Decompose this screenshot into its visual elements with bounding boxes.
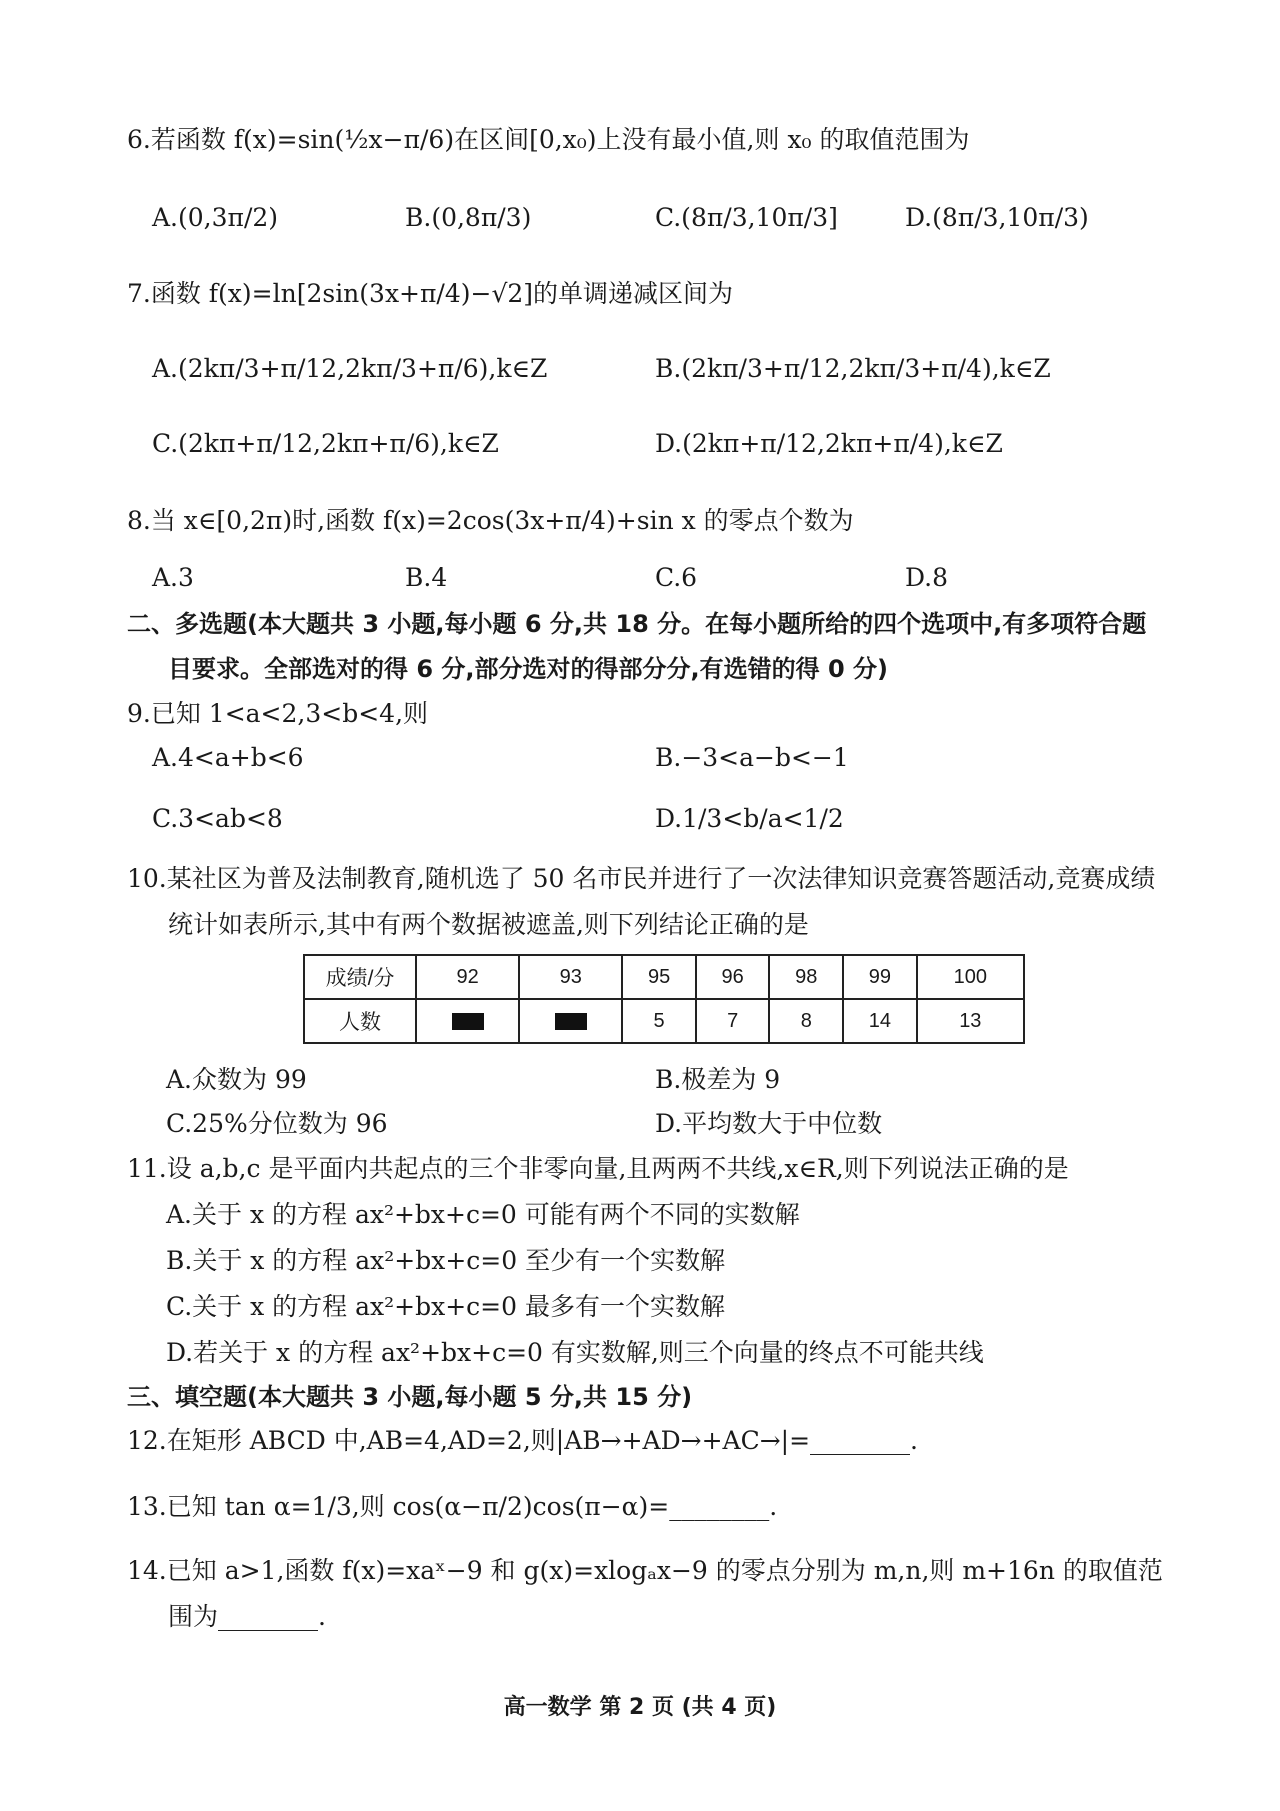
table-cell-score: 93 (519, 955, 622, 999)
question-9-option-b: B.−3<a−b<−1 (655, 743, 849, 772)
table-cell-count: 14 (843, 999, 917, 1043)
table-cell-score: 96 (696, 955, 770, 999)
question-11-option-b: B.关于 x 的方程 ax²+bx+c=0 至少有一个实数解 (166, 1246, 726, 1275)
question-10-stem-cont: 统计如表所示,其中有两个数据被遮盖,则下列结论正确的是 (168, 910, 809, 939)
question-10-option-d: D.平均数大于中位数 (655, 1109, 883, 1138)
question-12: 12.在矩形 ABCD 中,AB=4,AD=2,则|AB→+AD→+AC→|=________. (127, 1426, 918, 1455)
table-header-count: 人数 (304, 999, 416, 1043)
question-10-stem: 10.某社区为普及法制教育,随机选了 50 名市民并进行了一次法律知识竞赛答题活动,竞赛成绩 (127, 864, 1156, 893)
question-6-option-a: A.(0,3π/2) (152, 203, 279, 232)
question-7-option-d: D.(2kπ+π/12,2kπ+π/4),k∈Z (655, 429, 1003, 458)
table-cell-score: 92 (416, 955, 519, 999)
table-cell-count: 8 (769, 999, 843, 1043)
question-7-option-c: C.(2kπ+π/12,2kπ+π/6),k∈Z (152, 429, 499, 458)
question-8-option-b: B.4 (405, 563, 448, 592)
table-cell-score: 95 (622, 955, 696, 999)
table-cell-score: 99 (843, 955, 917, 999)
table-cell-masked (416, 999, 519, 1043)
question-7-option-b: B.(2kπ/3+π/12,2kπ/3+π/4),k∈Z (655, 354, 1051, 383)
question-10-option-b: B.极差为 9 (655, 1065, 781, 1094)
table-cell-masked (519, 999, 622, 1043)
question-14-cont: 围为________. (168, 1602, 326, 1631)
question-8-option-a: A.3 (152, 563, 194, 592)
table-cell-score: 100 (917, 955, 1024, 999)
question-6-stem: 6.若函数 f(x)=sin(½x−π/6)在区间[0,x₀)上没有最小值,则 x₀ 的取值范围为 (127, 125, 970, 154)
question-6-option-b: B.(0,8π/3) (405, 203, 532, 232)
table-row-scores (304, 955, 1024, 999)
table-cell-count: 5 (622, 999, 696, 1043)
question-11-stem: 11.设 a,b,c 是平面内共起点的三个非零向量,且两两不共线,x∈R,则下列说法正确的是 (127, 1154, 1069, 1183)
question-11-option-d: D.若关于 x 的方程 ax²+bx+c=0 有实数解,则三个向量的终点不可能共线 (166, 1338, 984, 1367)
question-9-stem: 9.已知 1<a<2,3<b<4,则 (127, 699, 429, 728)
section-2-heading: 二、多选题(本大题共 3 小题,每小题 6 分,共 18 分。在每小题所给的四个选项中,有多项符合题 (127, 610, 1147, 638)
question-6-option-d: D.(8π/3,10π/3) (905, 203, 1089, 232)
masked-value-block (555, 1013, 587, 1030)
question-8-option-d: D.8 (905, 563, 949, 592)
question-8-option-c: C.6 (655, 563, 698, 592)
section-2-heading-cont: 目要求。全部选对的得 6 分,部分选对的得部分分,有选错的得 0 分) (168, 655, 889, 683)
table-header-score: 成绩/分 (304, 955, 416, 999)
table-cell-count: 7 (696, 999, 770, 1043)
question-7-option-a: A.(2kπ/3+π/12,2kπ/3+π/6),k∈Z (152, 354, 548, 383)
masked-value-block (452, 1013, 484, 1030)
question-9-option-d: D.1/3<b/a<1/2 (655, 804, 844, 833)
section-3-heading: 三、填空题(本大题共 3 小题,每小题 5 分,共 15 分) (127, 1383, 693, 1411)
page-footer: 高一数学 第 2 页 (共 4 页) (503, 1695, 777, 1720)
question-10-option-a: A.众数为 99 (166, 1065, 307, 1094)
question-9-option-a: A.4<a+b<6 (152, 743, 304, 772)
question-10-option-c: C.25%分位数为 96 (166, 1109, 388, 1138)
question-8-stem: 8.当 x∈[0,2π)时,函数 f(x)=2cos(3x+π/4)+sin x 的零点个数为 (127, 506, 854, 535)
table-cell-score: 98 (769, 955, 843, 999)
question-6-option-c: C.(8π/3,10π/3] (655, 203, 838, 232)
table-row-counts (304, 999, 1024, 1043)
question-9-option-c: C.3<ab<8 (152, 804, 283, 833)
question-13: 13.已知 tan α=1/3,则 cos(α−π/2)cos(π−α)=________. (127, 1492, 778, 1521)
question-14: 14.已知 a>1,函数 f(x)=xaˣ−9 和 g(x)=xlogₐx−9 的零点分别为 m,n,则 m+16n 的取值范 (127, 1556, 1163, 1585)
question-11-option-c: C.关于 x 的方程 ax²+bx+c=0 最多有一个实数解 (166, 1292, 725, 1321)
question-7-stem: 7.函数 f(x)=ln[2sin(3x+π/4)−√2]的单调递减区间为 (127, 279, 734, 308)
score-table (303, 954, 1025, 1044)
question-11-option-a: A.关于 x 的方程 ax²+bx+c=0 可能有两个不同的实数解 (166, 1200, 800, 1229)
table-cell-count: 13 (917, 999, 1024, 1043)
